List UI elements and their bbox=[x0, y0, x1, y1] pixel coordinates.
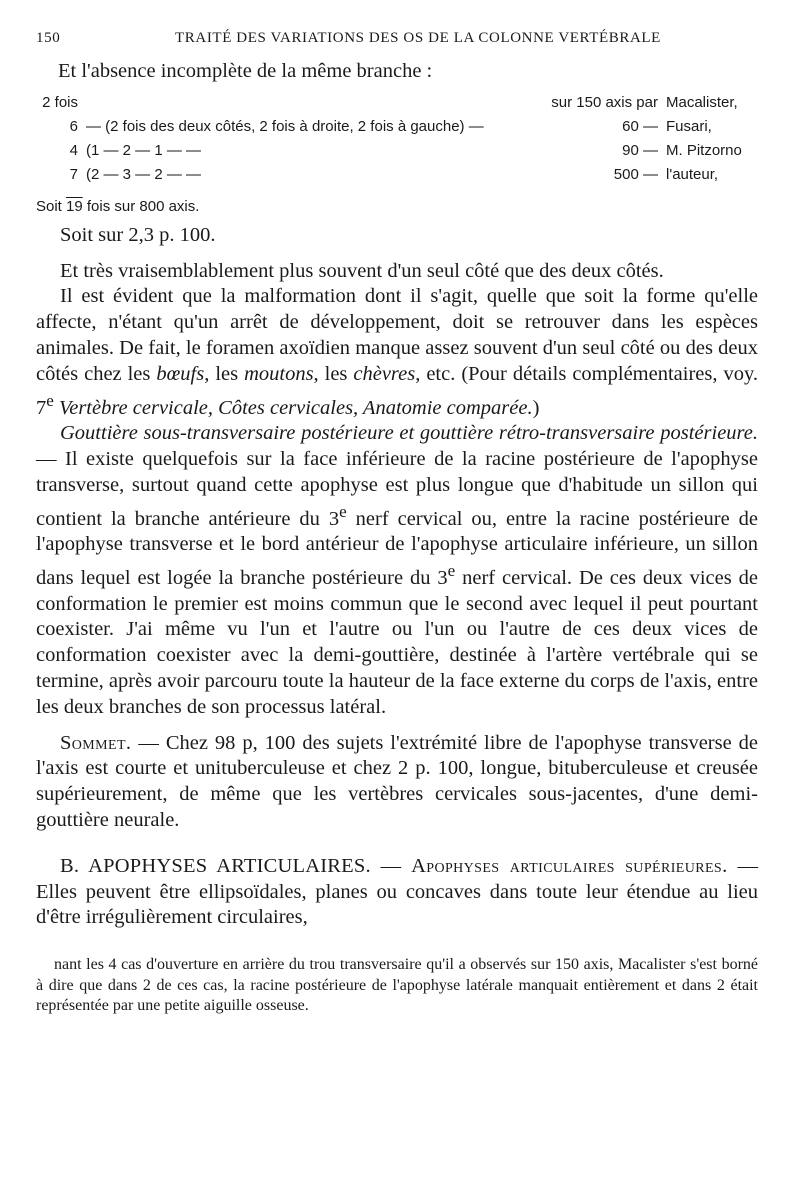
paragraph-animals bbox=[36, 284, 758, 421]
total-number: 19 bbox=[66, 197, 83, 215]
total-suffix: fois sur 800 axis. bbox=[82, 197, 200, 215]
table-row bbox=[36, 91, 758, 115]
result-cell: 90 — bbox=[622, 141, 658, 159]
footnote: nant les 4 cas d'ouverture en arrière du trou transversaire qu'il a observés sur 150 axis, Macalister s'est borné à dire que dans 2 de ces cas, la racine postérieure de l'apophyse latérale manquait entièrement et dans 2 était représentée par une petite aiguille osseuse. bbox=[36, 956, 758, 1015]
text-run: — Elles peuvent être ellipsoïdales, planes ou concaves dans toute leur étendue au lieu d'être irrégulièrement circulaires, bbox=[36, 854, 759, 929]
detail-cell: (2 — 3 — 2 — — bbox=[86, 165, 202, 183]
result-cell: sur 150 axis par bbox=[551, 93, 658, 111]
section-subtitle: Apophyses articulaires supérieures. bbox=[411, 854, 728, 877]
author-cell: Fusari, bbox=[666, 117, 712, 135]
running-title: TRAITÉ DES VARIATIONS DES OS DE LA COLONNE VERTÉBRALE bbox=[175, 30, 661, 46]
table-row bbox=[36, 163, 758, 187]
superscript: e bbox=[46, 390, 54, 410]
intro-line: Et l'absence incomplète de la même branche : bbox=[58, 60, 433, 82]
count-cell: 7 bbox=[69, 165, 78, 183]
italic-term: chèvres bbox=[353, 362, 416, 385]
detail-cell: (1 — 2 — 1 — — bbox=[86, 141, 202, 159]
italic-term: moutons bbox=[244, 362, 314, 385]
paragraph-frequency: Et très vraisemblablement plus souvent d'un seul côté que des deux côtés. bbox=[60, 259, 664, 282]
paragraph-gouttiere bbox=[36, 421, 758, 720]
count-cell: 4 bbox=[69, 141, 78, 159]
total-prefix: Soit bbox=[36, 197, 67, 215]
detail-cell bbox=[86, 91, 537, 115]
total-line bbox=[36, 195, 758, 219]
superscript: e bbox=[447, 561, 456, 581]
text-run: nerf cervical ou, entre la racine postérieure de l'apophyse transverse et le bord antérieur de l'apophyse articulaire inférieure, un sillon dans lequel est logée la branche postérieure du 3 bbox=[36, 507, 758, 589]
table-row bbox=[36, 115, 758, 139]
italic-term: bœufs bbox=[156, 362, 205, 385]
text-run: , les bbox=[313, 362, 354, 385]
author-cell: Macalister, bbox=[666, 93, 738, 111]
paragraph-heading: Gouttière sous-transversaire postérieure et gouttière rétro-transversaire postérieure. bbox=[60, 422, 758, 445]
text-run: ) bbox=[532, 396, 540, 419]
detail-cell: — (2 fois des deux côtés, 2 fois à droite, 2 fois à gauche) — bbox=[86, 117, 484, 135]
percent-line: Soit sur 2,3 p. 100. bbox=[60, 223, 216, 246]
text-run: — Chez 98 p, 100 des sujets l'extrémité libre de l'apophyse transverse de l'axis est courte et unituberculeuse et chez 2 p. 100, longue, bituberculeuse et creusée supérieurement, de même que les vertèbres cervicales sous-jacentes, d'une demi-gouttière neurale. bbox=[36, 731, 758, 832]
page-header bbox=[36, 30, 758, 47]
text-run: — bbox=[370, 854, 412, 877]
text-run: — Il existe quelquefois sur la face inférieure de la racine postérieure de l'apophyse transverse, surtout quand cette apophyse est plus longue que d'habitude un sillon qui contient la branche antérieure du 3 bbox=[36, 448, 758, 530]
text-run: nerf cervical. De ces deux vices de conformation le premier est moins commun que le second avec lequel il peut pourtant coexister. J'ai même vu l'un et l'autre ou l'un ou l'autre de ces deux vices de conformation coexister avec la demi-gouttière, destinée à l'artère vertébrale qui se termine, après avoir parcouru toute la hauteur de la face externe du corps de l'axis, entre les deux branches de son processus latéral. bbox=[36, 566, 758, 718]
count-cell: 6 bbox=[69, 117, 78, 135]
page-number: 150 bbox=[36, 30, 61, 46]
italic-reference: Vertèbre cervicale, Côtes cervicales, Anatomie comparée. bbox=[58, 396, 533, 419]
section-articulaires bbox=[36, 854, 758, 931]
table-row bbox=[36, 139, 758, 163]
count-cell: 2 fois bbox=[42, 93, 78, 111]
paragraph-sommet bbox=[36, 731, 758, 834]
paragraph-label: Sommet. bbox=[60, 731, 132, 754]
author-cell: l'auteur, bbox=[666, 165, 719, 183]
section-title: B. APOPHYSES ARTICULAIRES. bbox=[60, 854, 371, 877]
result-cell: 60 — bbox=[622, 117, 658, 135]
statistics-table bbox=[36, 91, 758, 187]
author-cell: M. Pitzorno bbox=[666, 141, 742, 159]
text-run: Il est évident que la malformation dont il s'agit, quelle que soit la forme qu'elle affecte, n'étant qu'un arrêt de développement, doit se retrouver dans les espèces animales. De fait, le foramen axoïdien manque assez souvent d'un seul côté ou des deux côtés chez les bbox=[36, 285, 758, 385]
result-cell: 500 — bbox=[613, 165, 658, 183]
text-run: , etc. (Pour détails complémentaires, voy. 7 bbox=[36, 362, 758, 419]
text-run: , les bbox=[204, 362, 245, 385]
superscript: e bbox=[339, 501, 347, 521]
